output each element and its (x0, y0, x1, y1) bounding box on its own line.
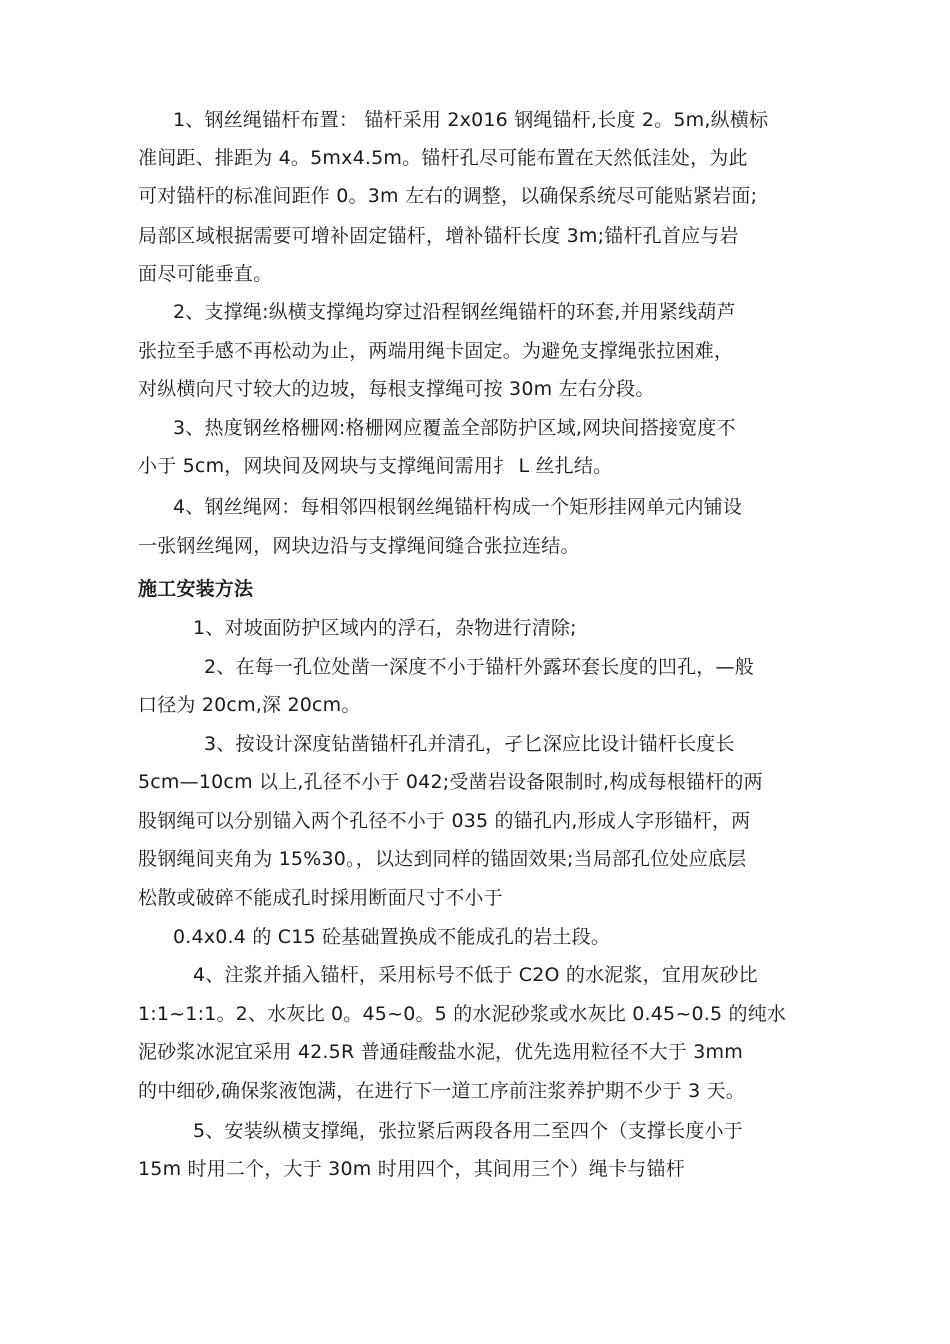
text-line: 泥砂浆冰泥宜采用 42.5R 普通硅酸盐水泥，优先选用粒径不大于 3mm (138, 1041, 743, 1063)
text-line: 的中细砂,确保浆液饱满，在进行下一道工序前注浆养护期不少于 3 天。 (138, 1080, 746, 1102)
section-heading: 施工安装方法 (138, 578, 254, 600)
text-line: 松散或破碎不能成孔时採用断面尺寸不小于 (138, 887, 503, 909)
text-line: 5、安装纵横支撑绳，张拉紧后两段各用二至四个（支撑长度小于 (193, 1120, 743, 1142)
text-line: 4、钢丝绳网：每相邻四根钢丝绳锚杆构成一个矩形挂网单元内铺设 (173, 496, 743, 518)
text-line: 1、对坡面防护区域内的浮石，杂物进行清除; (193, 617, 577, 639)
text-line: 小于 5cm，网块间及网块与支撑绳间需用扌 L 丝扎结。 (138, 455, 613, 477)
text-line: 0.4x0.4 的 C15 砼基础置换成不能成孔的岩土段。 (173, 926, 611, 948)
text-line: 4、注浆并插入锚杆，采用标号不低于 C2O 的水泥浆，宜用灰砂比 (193, 964, 758, 986)
text-line: 准间距、排距为 4。5mx4.5m。锚杆孔尽可能布置在天然低洼处，为此 (138, 147, 748, 169)
text-line: 张拉至手感不再松动为止，两端用绳卡固定。为避免支撑绳张拉困难， (138, 340, 734, 362)
text-line: 股钢绳间夹角为 15%30。，以达到同样的锚固效果;当局部孔位处应底层 (138, 848, 747, 870)
text-line: 2、支撑绳:纵横支撑绳均穿过沿程钢丝绳锚杆的环套,并用紧线葫芦 (173, 301, 736, 323)
text-line: 面尽可能垂直。 (138, 263, 273, 285)
text-line: 5cm—10cm 以上,孔径不小于 042;受凿岩设备限制时,构成每根锚杆的两 (138, 771, 763, 793)
text-line: 一张钢丝绳网，网块边沿与支撑绳间缝合张拉连结。 (138, 535, 580, 557)
text-line: 3、按设计深度钻凿锚杆孔并清孔，孑匕深应比设计锚杆长度长 (204, 733, 735, 755)
text-line: 可对锚杆的标准间距作 0。3m 左右的调整，以确保系统尽可能贴紧岩面; (138, 185, 758, 207)
text-line: 局部区域根据需要可增补固定锚杆，增补锚杆长度 3m;锚杆孔首应与岩 (138, 225, 739, 247)
text-line: 股钢绳可以分别锚入两个孔径不小于 035 的锚孔内,形成人字形锚杆，两 (138, 810, 751, 832)
text-line: 15m 时用二个，大于 30m 时用四个，其间用三个）绳卡与锚杆 (138, 1158, 685, 1180)
text-line: 1:1~1:1。2、水灰比 0。45~0。5 的水泥砂浆或水灰比 0.45~0.5 的纯水 (138, 1003, 787, 1025)
text-line: 口径为 20cm,深 20cm。 (138, 694, 361, 716)
text-line: 对纵横向尺寸较大的边坡，每根支撑绳可按 30m 左右分段。 (138, 378, 655, 400)
text-line: 2、在每一孔位处凿一深度不小于锚杆外露环套长度的凹孔，—般 (204, 656, 754, 678)
text-line: 1、钢丝绳锚杆布置： 锚杆采用 2x016 钢绳锚杆,长度 2。5m,纵横标 (173, 109, 769, 131)
text-line: 3、热度钢丝格栅网:格栅网应覆盖全部防护区域,网块间搭接宽度不 (173, 417, 736, 439)
